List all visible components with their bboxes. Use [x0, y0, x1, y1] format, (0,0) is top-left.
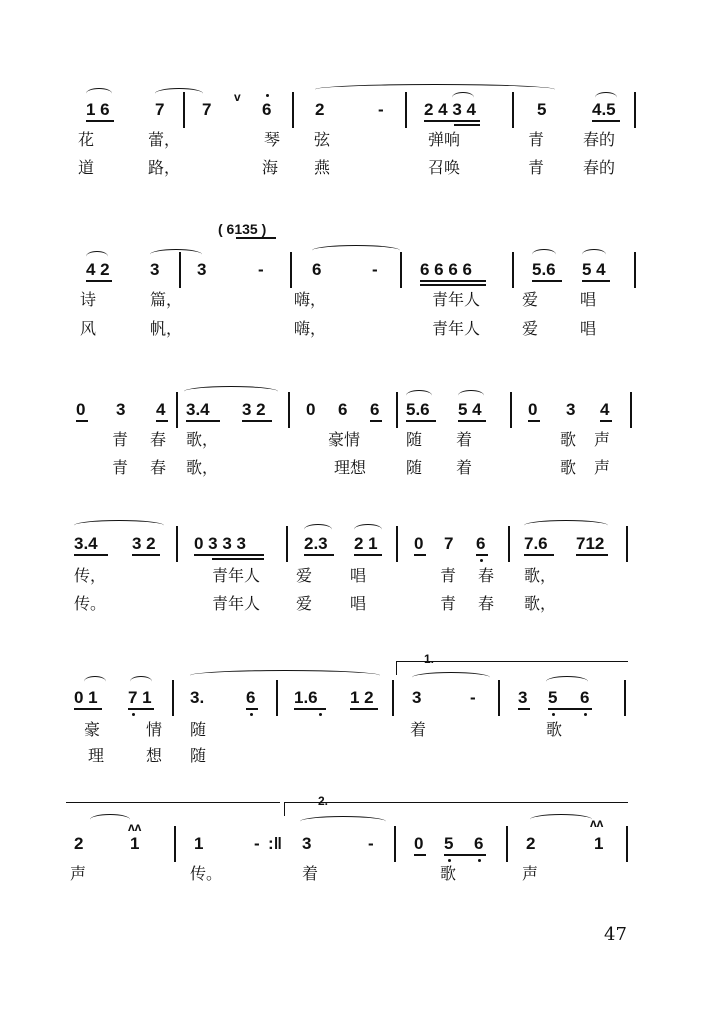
note: 6: [476, 534, 486, 553]
trill-mark: ʌʌ: [590, 816, 604, 830]
lyric: 青: [112, 430, 129, 449]
underline: [128, 708, 154, 710]
lyric: 唱: [350, 594, 367, 613]
lyric: 春: [150, 458, 167, 477]
note: 3 2: [132, 534, 156, 553]
barline: [174, 826, 176, 862]
lyric: 青: [528, 130, 545, 149]
note: 3.4: [186, 400, 210, 419]
barline: [624, 680, 626, 716]
octave-dot: [448, 859, 451, 862]
lyric: 春的: [583, 130, 616, 149]
barline: [405, 92, 407, 128]
slur: [90, 814, 130, 825]
lyric: 青: [528, 158, 545, 177]
lyric: 燕: [314, 158, 331, 177]
note: 2 4 3 4: [424, 100, 476, 119]
note: -: [254, 834, 260, 853]
note: 1: [194, 834, 204, 853]
breath-mark: v: [234, 90, 241, 104]
note: 3: [197, 260, 207, 279]
note: 2: [315, 100, 325, 119]
slur: [84, 676, 106, 687]
note: 4: [156, 400, 166, 419]
lyric: 青年人: [212, 594, 261, 613]
lyric: 帆，: [150, 319, 183, 338]
lyric: 弦: [314, 130, 331, 149]
barline: [626, 526, 628, 562]
note: -: [368, 834, 374, 853]
barline: [400, 252, 402, 288]
note: 7: [155, 100, 165, 119]
lyric: 爱: [296, 566, 313, 585]
note: 3: [150, 260, 160, 279]
underline: [186, 420, 220, 422]
barline: [286, 526, 288, 562]
note: 1 6: [86, 100, 110, 119]
tie: [412, 672, 490, 683]
underline: [454, 124, 480, 126]
note: 6: [338, 400, 348, 419]
underline: [600, 420, 612, 422]
slur: [546, 676, 588, 687]
barline: [630, 392, 632, 428]
volta-2-label: 2.: [318, 794, 329, 808]
barline: [394, 826, 396, 862]
tie: [300, 816, 386, 827]
note: 5: [548, 688, 558, 707]
note: 3.4: [74, 534, 98, 553]
lyric: 春的: [583, 158, 616, 177]
barline: [508, 526, 510, 562]
lyric: 声: [522, 864, 539, 883]
underline: [518, 708, 530, 710]
note: 3: [518, 688, 528, 707]
page-number: 47: [604, 924, 627, 945]
underline: [420, 284, 486, 286]
underline: [582, 280, 610, 282]
ornament: ( 6135 ): [218, 221, 267, 237]
note: 5: [444, 834, 454, 853]
lyric: 歌: [546, 720, 563, 739]
lyric: 春: [478, 566, 495, 585]
underline: [444, 854, 486, 856]
underline: [524, 554, 554, 556]
underline: [156, 420, 168, 422]
note: 7 1: [128, 688, 152, 707]
note: 6: [474, 834, 484, 853]
barline: [290, 252, 292, 288]
underline: [304, 554, 334, 556]
note: 2 1: [354, 534, 378, 553]
lyric: 爱: [296, 594, 313, 613]
barline: [292, 92, 294, 128]
slur: [130, 676, 152, 687]
note: 712: [576, 534, 605, 553]
note: 6: [262, 100, 272, 119]
trill-mark: ʌʌ: [128, 820, 142, 834]
barline: [288, 392, 290, 428]
note: 2.3: [304, 534, 328, 553]
barline: [498, 680, 500, 716]
underline: [414, 854, 426, 856]
note: 4: [600, 400, 610, 419]
note: 3: [302, 834, 312, 853]
lyric: 歌，: [524, 566, 557, 585]
lyric: 青年人: [432, 290, 481, 309]
underline: [236, 237, 276, 239]
note: 0: [414, 834, 424, 853]
lyric: 声: [70, 864, 87, 883]
lyric: 琴: [264, 130, 281, 149]
lyric: 声: [594, 458, 611, 477]
lyric: 唱: [350, 566, 367, 585]
note: 7: [444, 534, 454, 553]
underline: [76, 420, 88, 422]
underline: [294, 708, 326, 710]
barline: [179, 252, 181, 288]
slur: [150, 249, 202, 260]
note: 3: [116, 400, 126, 419]
lyric: 着: [410, 720, 427, 739]
note: 0: [414, 534, 424, 553]
underline: [354, 554, 382, 556]
lyric: 着: [456, 458, 473, 477]
octave-dot: [132, 713, 135, 716]
slur: [86, 88, 112, 99]
note: 6: [580, 688, 590, 707]
barline: [183, 92, 185, 128]
underline: [414, 554, 426, 556]
underline: [370, 420, 382, 422]
note: 5 4: [582, 260, 606, 279]
slur: [582, 249, 606, 260]
lyric: 随: [190, 746, 207, 765]
lyric: 随: [406, 458, 423, 477]
underline: [458, 420, 486, 422]
lyric: 歌: [560, 430, 577, 449]
barline: [506, 826, 508, 862]
lyric: 路，: [148, 158, 181, 177]
note: 5.6: [406, 400, 430, 419]
note: 5 4: [458, 400, 482, 419]
volta-bracket: [396, 661, 397, 675]
slur: [155, 88, 203, 99]
note: 0: [528, 400, 538, 419]
barline: [512, 92, 514, 128]
note: 4.5: [592, 100, 616, 119]
underline: [576, 554, 608, 556]
volta-1-label: 1.: [424, 652, 435, 666]
barline: [626, 826, 628, 862]
note: 5.6: [532, 260, 556, 279]
barline: [172, 680, 174, 716]
underline: [74, 708, 102, 710]
lyric: 青: [440, 566, 457, 585]
note: 3.: [190, 688, 205, 707]
barline: [276, 680, 278, 716]
lyric: 歌，: [524, 594, 557, 613]
underline: [194, 554, 264, 556]
lyric: 着: [456, 430, 473, 449]
underline: [424, 120, 480, 122]
lyric: 传。: [190, 864, 223, 883]
underline: [74, 554, 108, 556]
slur: [524, 520, 608, 531]
underline: [350, 708, 378, 710]
barline: [634, 252, 636, 288]
lyric: 着: [302, 864, 319, 883]
octave-dot: [319, 713, 322, 716]
note: 1.6: [294, 688, 318, 707]
underline: [476, 554, 488, 556]
barline: [176, 526, 178, 562]
note: 1 2: [350, 688, 374, 707]
octave-dot: [478, 859, 481, 862]
lyric: 唱: [580, 319, 597, 338]
note: 2: [74, 834, 84, 853]
note: -: [378, 100, 384, 119]
note: 0: [76, 400, 86, 419]
lyric: 青: [112, 458, 129, 477]
volta-bracket: [66, 802, 280, 803]
note: 6 6 6 6: [420, 260, 472, 279]
underline: [242, 420, 272, 422]
barline: [510, 392, 512, 428]
lyric: 理想: [334, 458, 367, 477]
note: 0: [306, 400, 316, 419]
underline: [528, 420, 540, 422]
underline: [212, 558, 264, 560]
underline: [86, 120, 114, 122]
lyric: 想: [146, 746, 163, 765]
lyric: 歌，: [186, 458, 219, 477]
note: 3: [412, 688, 422, 707]
lyric: 道: [78, 158, 95, 177]
lyric: 诗: [80, 290, 97, 309]
tie: [312, 245, 400, 256]
lyric: 篇，: [150, 290, 183, 309]
octave-dot: [266, 94, 269, 97]
lyric: 青年人: [212, 566, 261, 585]
underline: [548, 708, 592, 710]
repeat-sign: :‖: [268, 834, 283, 853]
lyric: 理: [88, 746, 105, 765]
barline: [396, 526, 398, 562]
lyric: 青: [440, 594, 457, 613]
lyric: 随: [190, 720, 207, 739]
lyric: 歌，: [186, 430, 219, 449]
note: 1: [130, 834, 140, 853]
note: -: [372, 260, 378, 279]
lyric: 情: [146, 720, 163, 739]
note: 0 1: [74, 688, 98, 707]
octave-dot: [480, 559, 483, 562]
note: 1: [594, 834, 604, 853]
barline: [396, 392, 398, 428]
slur: [184, 386, 278, 397]
note: 2: [526, 834, 536, 853]
barline: [392, 680, 394, 716]
lyric: 歌: [440, 864, 457, 883]
note: 5: [537, 100, 547, 119]
slur: [532, 249, 556, 260]
note: -: [470, 688, 476, 707]
lyric: 嗨，: [294, 319, 327, 338]
lyric: 豪情: [328, 430, 361, 449]
lyric: 唱: [580, 290, 597, 309]
underline: [592, 120, 620, 122]
note: 6: [370, 400, 380, 419]
lyric: 蕾，: [148, 130, 181, 149]
octave-dot: [250, 713, 253, 716]
underline: [532, 280, 562, 282]
note: 4 2: [86, 260, 110, 279]
barline: [512, 252, 514, 288]
slur: [190, 670, 380, 681]
lyric: 嗨，: [294, 290, 327, 309]
note: 6: [246, 688, 256, 707]
underline: [406, 420, 436, 422]
lyric: 歌: [560, 458, 577, 477]
lyric: 春: [150, 430, 167, 449]
lyric: 随: [406, 430, 423, 449]
note: 0 3 3 3: [194, 534, 246, 553]
lyric: 花: [78, 130, 95, 149]
lyric: 声: [594, 430, 611, 449]
barline: [634, 92, 636, 128]
slur: [74, 520, 164, 531]
note: 7.6: [524, 534, 548, 553]
lyric: 海: [262, 158, 279, 177]
lyric: 豪: [84, 720, 101, 739]
note: 3: [566, 400, 576, 419]
underline: [420, 280, 486, 282]
lyric: 青年人: [432, 319, 481, 338]
underline: [86, 280, 112, 282]
note: 7: [202, 100, 212, 119]
lyric: 爱: [522, 290, 539, 309]
underline: [132, 554, 160, 556]
volta-bracket: [284, 802, 628, 803]
octave-dot: [584, 713, 587, 716]
volta-bracket: [284, 802, 285, 816]
tie: [315, 84, 555, 95]
note: 3 2: [242, 400, 266, 419]
note: 6: [312, 260, 322, 279]
slur: [530, 814, 592, 825]
lyric: 传。: [74, 594, 107, 613]
octave-dot: [552, 713, 555, 716]
barline: [176, 392, 178, 428]
lyric: 爱: [522, 319, 539, 338]
lyric: 风: [80, 319, 97, 338]
lyric: 弹响: [428, 130, 461, 149]
note: -: [258, 260, 264, 279]
lyric: 召唤: [428, 158, 461, 177]
lyric: 传，: [74, 566, 107, 585]
underline: [246, 708, 258, 710]
lyric: 春: [478, 594, 495, 613]
